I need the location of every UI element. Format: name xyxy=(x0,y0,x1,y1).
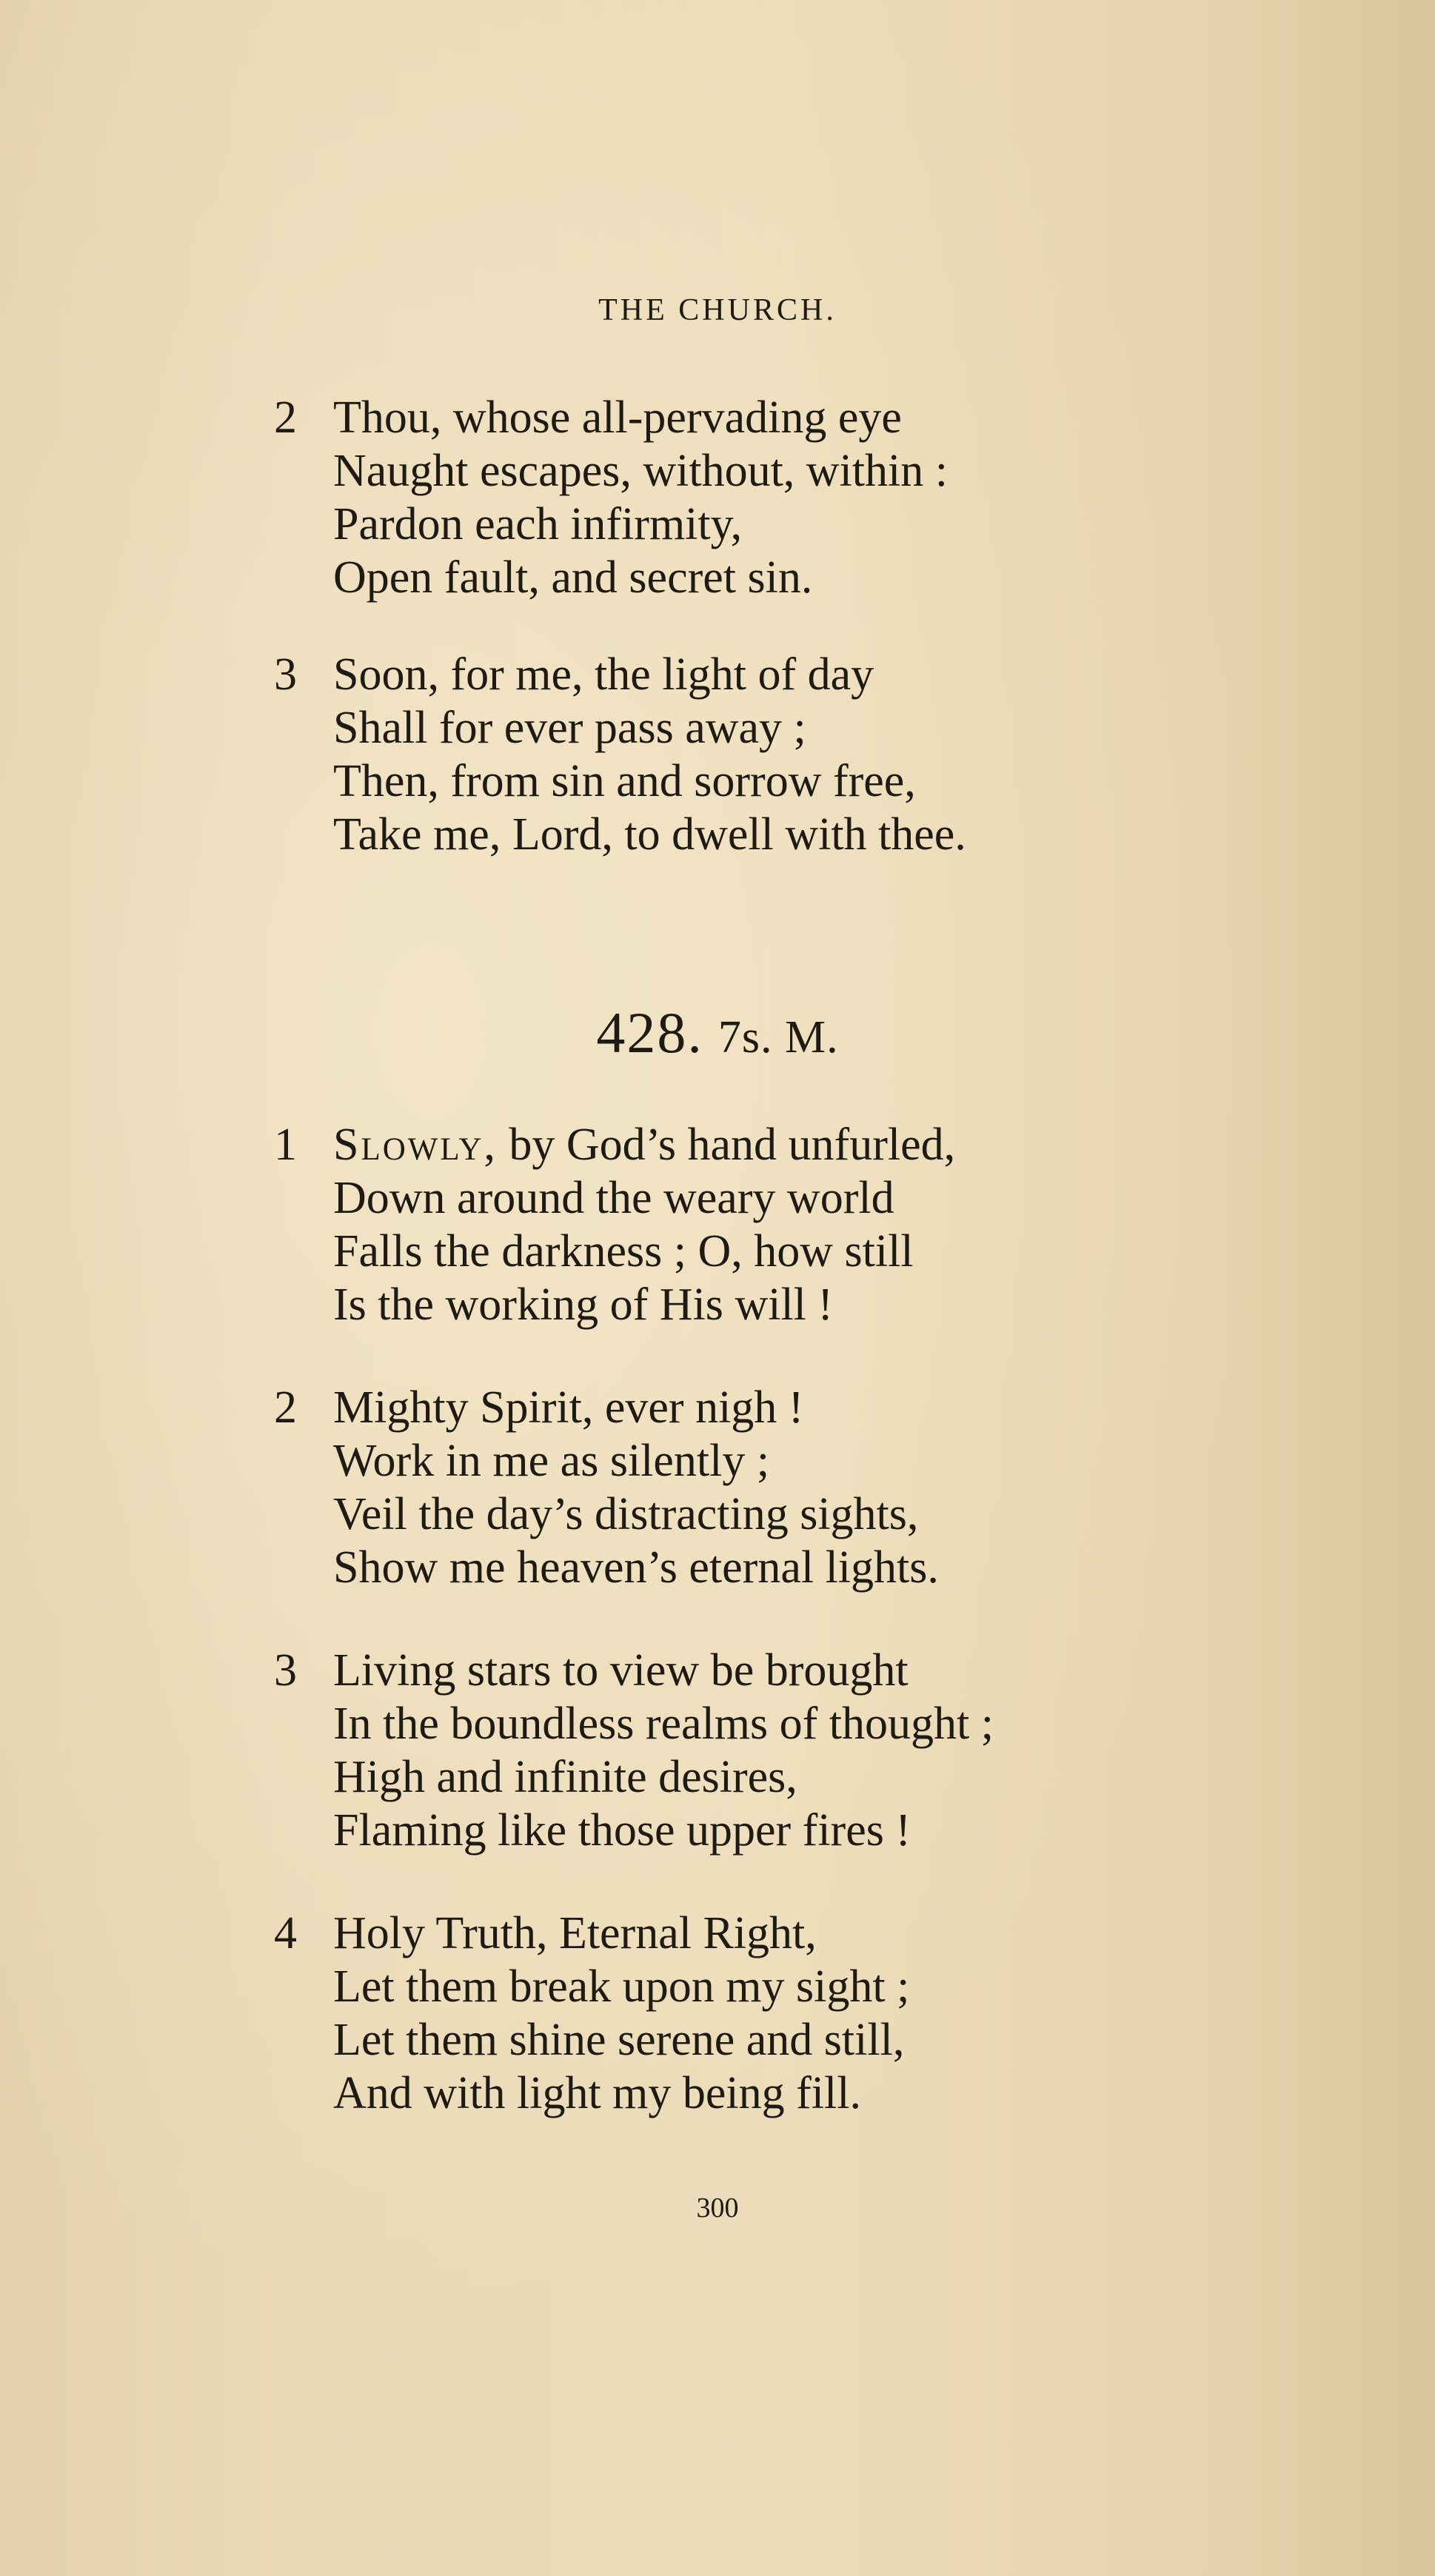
stanza-lines xyxy=(333,1907,909,2120)
running-head: THE CHURCH. xyxy=(598,293,837,327)
page-number: 300 xyxy=(696,2192,739,2224)
verse-line: And with light my being fill. xyxy=(333,2068,861,2118)
verse-line: Down around the weary world xyxy=(333,1173,894,1223)
verse-line: Is the working of His will ! xyxy=(333,1279,834,1330)
verse-line: In the boundless realms of thought ; xyxy=(333,1699,994,1749)
verse-line: Flaming like those upper fires ! xyxy=(333,1805,911,1856)
stanza-number: 3 xyxy=(274,1645,297,1696)
verse-line: Thou, whose all-pervading eye xyxy=(333,392,902,443)
verse-line: Naught escapes, without, within : xyxy=(333,446,948,496)
verse-line: Living stars to view be brought xyxy=(333,1645,909,1696)
verse-line: Veil the day’s distracting sights, xyxy=(333,1489,919,1539)
hymn-meter: 7s. M. xyxy=(718,1012,839,1063)
verse-line: Open fault, and secret sin. xyxy=(333,552,813,603)
stanza-lines xyxy=(333,391,948,604)
verse-line: Shall for ever pass away ; xyxy=(333,703,806,753)
verse-line: Holy Truth, Eternal Right, xyxy=(333,1908,817,1958)
stanza-lines xyxy=(333,648,966,861)
verse-line-rest: by God’s hand unfurled, xyxy=(497,1120,956,1170)
verse-line: High and infinite desires, xyxy=(333,1752,797,1802)
hymn-heading xyxy=(0,1000,1435,1066)
verse-line: Then, from sin and sorrow free, xyxy=(333,756,916,806)
verse-line: Let them break upon my sight ; xyxy=(333,1961,910,2012)
hymn-number: 428. xyxy=(596,1000,703,1065)
verse-line: Falls the darkness ; O, how still xyxy=(333,1226,914,1277)
stanza-lines xyxy=(333,1644,994,1857)
verse-line: Let them shine serene and still, xyxy=(333,2015,905,2065)
verse-line: Take me, Lord, to dwell with thee. xyxy=(333,809,966,860)
verse-line xyxy=(333,1118,955,1171)
verse-line: Pardon each infirmity, xyxy=(333,499,743,549)
stanza-lines xyxy=(333,1381,939,1594)
verse-line: Soon, for me, the light of day xyxy=(333,649,874,700)
stanza-number: 4 xyxy=(274,1908,297,1958)
verse-line: Mighty Spirit, ever nigh ! xyxy=(333,1382,804,1433)
verse-line: Show me heaven’s eternal lights. xyxy=(333,1542,939,1593)
stanza-number: 1 xyxy=(274,1120,297,1170)
stanza-lines xyxy=(333,1118,955,1331)
stanza-number: 3 xyxy=(274,649,297,700)
stanza-number: 2 xyxy=(274,392,297,443)
first-word-small-caps: Slowly, xyxy=(333,1120,498,1170)
stanza-number: 2 xyxy=(274,1382,297,1433)
verse-line: Work in me as silently ; xyxy=(333,1436,770,1486)
